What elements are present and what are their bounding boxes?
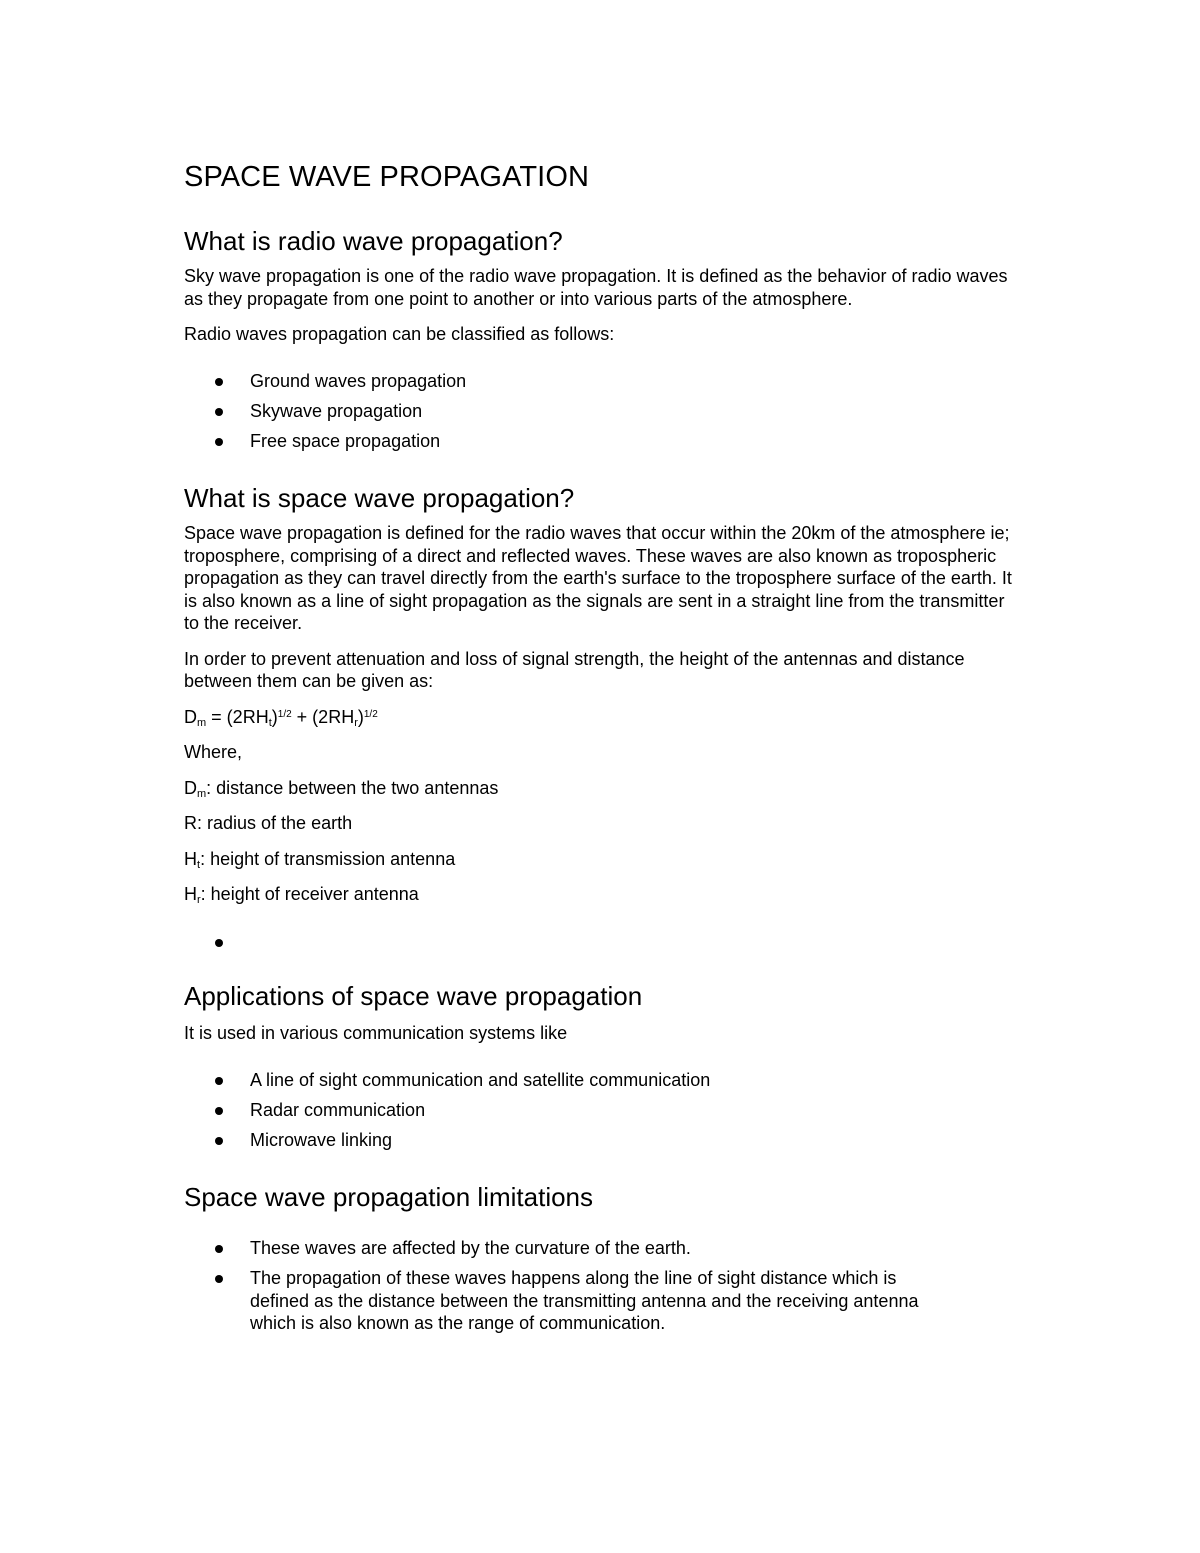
bullet-icon	[215, 1137, 223, 1145]
section-heading-radio-wave: What is radio wave propagation?	[184, 226, 563, 256]
list-item: The propagation of these waves happens along the line of sight distance which is defined as the distance between the transmitting antenna and the receiving antenna which is also known as the range of communication.	[184, 1267, 1024, 1335]
document-body	[184, 157, 1024, 1335]
bullet-icon	[215, 939, 223, 947]
limitations-list	[184, 1237, 1024, 1335]
definition-hr: $H_r$: height of receiver antenna	[184, 884, 419, 906]
bullet-icon	[215, 438, 223, 446]
applications-list	[184, 1069, 1024, 1152]
paragraph-classification-intro: Radio waves propagation can be classified as follows:	[184, 324, 615, 344]
section-heading-limitations: Space wave propagation limitations	[184, 1182, 594, 1212]
paragraph-applications-intro: It is used in various communication systems like	[184, 1023, 568, 1043]
list-item: Microwave linking	[184, 1129, 1024, 1152]
list-item: These waves are affected by the curvature of the earth.	[184, 1237, 1024, 1260]
list-item: Radar communication	[184, 1099, 1024, 1122]
empty-bullet-list	[184, 931, 1024, 954]
bullet-icon	[215, 408, 223, 416]
propagation-types-list	[184, 370, 1024, 453]
bullet-icon	[215, 1275, 223, 1283]
definition-dm: $D_m$: distance between the two antennas	[184, 777, 499, 800]
list-item: Free space propagation	[184, 430, 1024, 453]
where-label: Where,	[184, 742, 243, 762]
section-heading-space-wave: What is space wave propagation?	[184, 483, 575, 513]
paragraph-sky-wave-definition: Sky wave propagation is one of the radio wave propagation. It is defined as the behavior of radio waves as they propagate from one point to another or into various parts of the atmosphere.	[184, 266, 1008, 309]
bullet-icon	[215, 1107, 223, 1115]
paragraph-space-wave-definition: Space wave propagation is defined for the radio waves that occur within the 20km of the atmosphere ie; troposphere, comprising of a direct and reflected waves. These waves are also known as tropospheric propagation as they can travel directly from the earth's surface to the troposphere surface of the earth. It is also known as a line of sight propagation as the signals are sent in a straight line from the transmitter to the receiver.	[184, 523, 1012, 633]
list-item: Ground waves propagation	[184, 370, 1024, 393]
distance-formula: $D_m = (2RH_t)^{1/2} + (2RH_r)^{1/2}$	[184, 706, 378, 729]
section-heading-applications: Applications of space wave propagation	[184, 981, 643, 1011]
list-item: A line of sight communication and satellite communication	[184, 1069, 1024, 1092]
bullet-icon	[215, 1077, 223, 1085]
list-item: Skywave propagation	[184, 400, 1024, 423]
bullet-icon	[215, 1245, 223, 1253]
document-title: SPACE WAVE PROPAGATION	[184, 161, 590, 193]
definition-r: R: radius of the earth	[184, 813, 353, 833]
bullet-icon	[215, 378, 223, 386]
paragraph-antenna-height-intro: In order to prevent attenuation and loss of signal strength, the height of the antennas and distance between them can be given as:	[184, 648, 965, 691]
definition-ht: $H_t$: height of transmission antenna	[184, 848, 456, 871]
list-item	[184, 931, 1024, 954]
